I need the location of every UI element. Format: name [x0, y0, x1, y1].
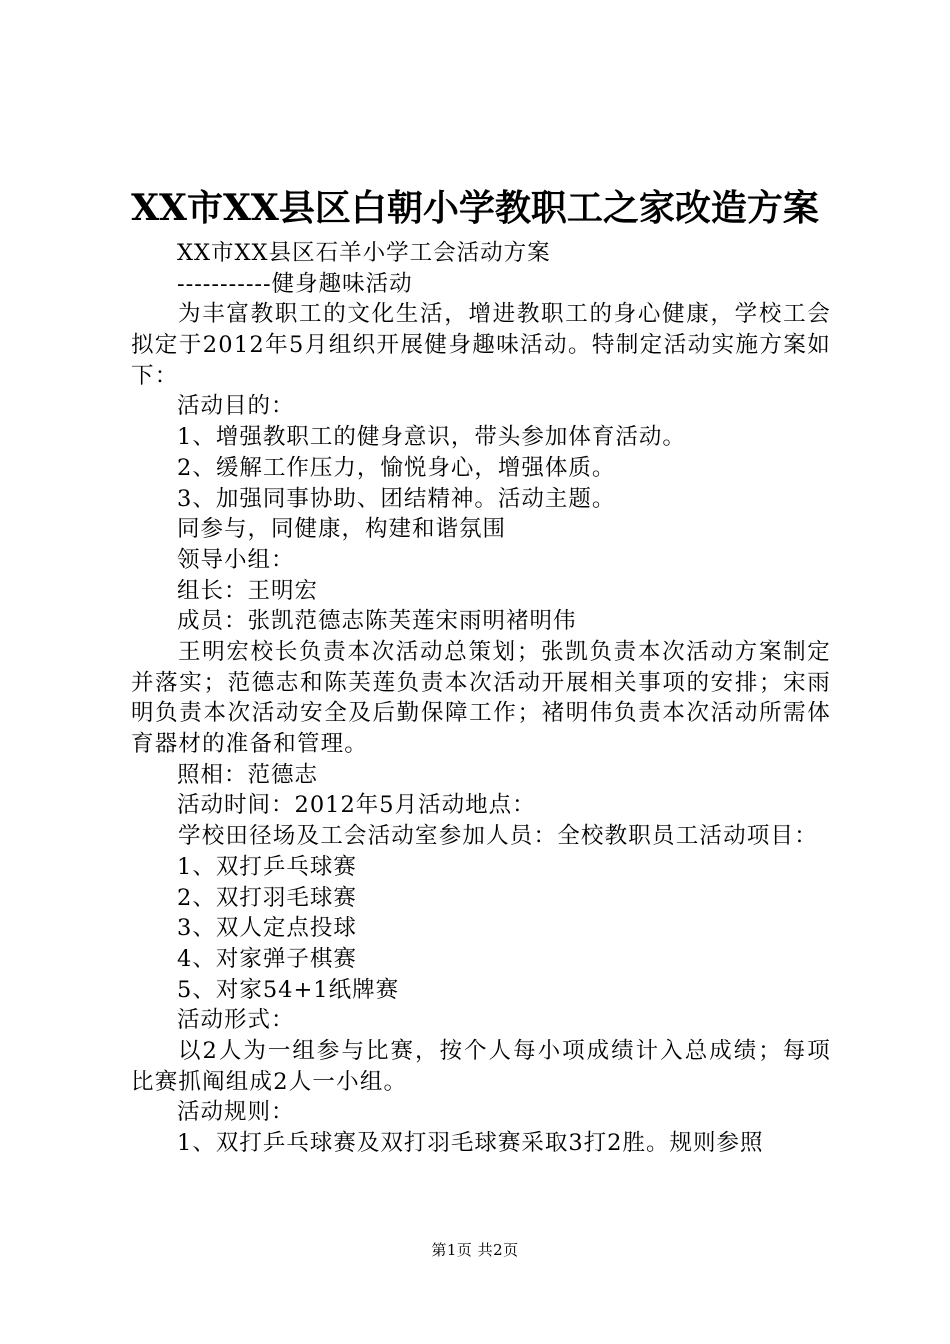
event-item: 2、双打羽毛球赛	[177, 884, 357, 911]
purpose-item: 3、加强同事协助、团结精神。活动主题。	[177, 485, 616, 512]
theme-line: 同参与，同健康，构建和谐氛围	[177, 516, 507, 543]
subtitle-dashes: -----------健身趣味活动	[177, 270, 413, 297]
venue-participants-paragraph: 学校田径场及工会活动室参加人员：全校教职员工活动项目：	[178, 823, 818, 850]
event-item: 3、双人定点投球	[177, 915, 357, 942]
duties-paragraph: 王明宏校长负责本次活动总策划；张凯负责本次活动方案制定并落实；范德志和陈芙莲负责本次活动开展相关事项的安排；宋雨明负责本次活动安全及后勤保障工作；褚明伟负责本次活动所需体育器材的准备和管理。	[131, 638, 831, 758]
event-item: 4、对家弹子棋赛	[177, 945, 357, 972]
subtitle: XX市XX县区石羊小学工会活动方案	[177, 240, 551, 266]
members-line: 成员：张凯范德志陈芙莲宋雨明褚明伟	[177, 608, 577, 635]
time-place-line: 活动时间：2012年5月活动地点：	[177, 792, 536, 819]
photographer-line: 照相：范德志	[177, 761, 319, 788]
rules-item: 1、双打乒乓球赛及双打羽毛球赛采取3打2胜。规则参照	[177, 1130, 764, 1157]
leadership-heading: 领导小组：	[177, 546, 295, 573]
rules-heading: 活动规则：	[177, 1099, 295, 1126]
intro-paragraph: 为丰富教职工的文化生活，增进教职工的身心健康，学校工会拟定于2012年5月组织开展健身趣味活动。特制定活动实施方案如下：	[131, 301, 831, 389]
leader-line: 组长：王明宏	[177, 577, 319, 604]
purpose-item: 2、缓解工作压力，愉悦身心，增强体质。	[177, 454, 616, 481]
purpose-item: 1、增强教职工的健身意识，带头参加体育活动。	[177, 424, 686, 451]
purpose-heading: 活动目的：	[177, 393, 295, 420]
event-item: 5、对家54+1纸牌赛	[177, 976, 400, 1003]
format-paragraph: 以2人为一组参与比赛，按个人每小项成绩计入总成绩；每项比赛抓阄组成2人一小组。	[131, 1038, 831, 1095]
document-title: XX市XX县区白朝小学教职工之家改造方案	[131, 187, 819, 229]
document-body	[131, 238, 831, 1159]
format-heading: 活动形式：	[177, 1007, 295, 1034]
page-footer: 第1页 共2页	[431, 1241, 519, 1259]
event-item: 1、双打乒乓球赛	[177, 853, 357, 880]
